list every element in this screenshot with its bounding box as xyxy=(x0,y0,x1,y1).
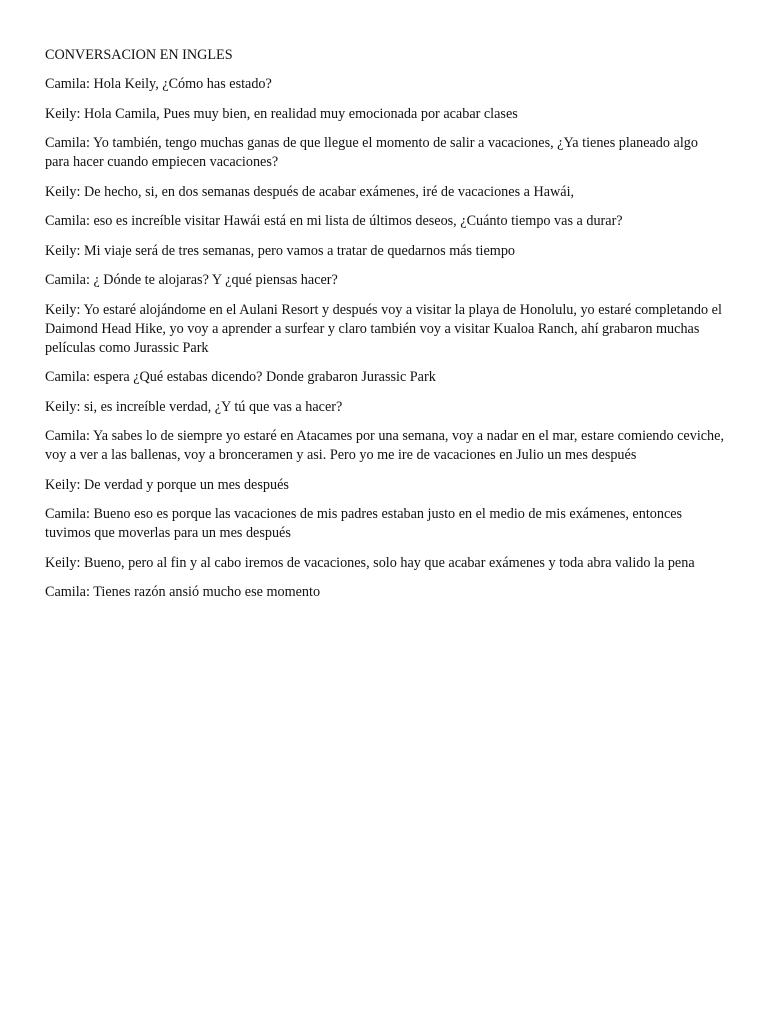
dialogue-line: Camila: Bueno eso es porque las vacaciones de mis padres estaban justo en el medio de mis exámenes, entonces tuvimos que moverlas para un mes después xyxy=(45,506,683,541)
dialogue-line: Camila: Hola Keily, ¿Cómo has estado? xyxy=(45,76,272,92)
dialogue-line: Keily: si, es increíble verdad, ¿Y tú que vas a hacer? xyxy=(45,398,343,415)
dialogue-line: Keily: Yo estaré alojándome en el Aulani Resort y después voy a visitar la playa de Honolulu, yo estaré completando el Daimond Head Hike, yo voy a aprender a surfear y claro también voy a visitar Kualoa Ranch, ahí grabaron muchas películas como Jurassic Park xyxy=(45,301,722,356)
dialogue-line: Camila: ¿ Dónde te alojaras? Y ¿qué piensas hacer? xyxy=(45,272,338,288)
dialogue-line: Camila: eso es increíble visitar Hawái está en mi lista de últimos deseos, ¿Cuánto tiempo vas a durar? xyxy=(45,213,623,229)
dialogue-line: Keily: Hola Camila, Pues muy bien, en realidad muy emocionada por acabar clases xyxy=(45,105,518,122)
dialogue-line: Keily: Bueno, pero al fin y al cabo iremos de vacaciones, solo hay que acabar exámenes y toda abra valido la pena xyxy=(45,554,695,571)
dialogue-line: Camila: espera ¿Qué estabas dicendo? Donde grabaron Jurassic Park xyxy=(45,369,436,385)
dialogue-line: Keily: Mi viaje será de tres semanas, pero vamos a tratar de quedarnos más tiempo xyxy=(45,242,516,259)
dialogue-line: Keily: De hecho, si, en dos semanas después de acabar exámenes, iré de vacaciones a Hawái, xyxy=(45,183,575,200)
document-page xyxy=(45,46,725,613)
document-title: CONVERSACION EN INGLES xyxy=(45,47,233,63)
dialogue-line: Camila: Ya sabes lo de siempre yo estaré en Atacames por una semana, voy a nadar en el mar, estare comiendo ceviche, voy a ver a las ballenas, voy a bronceramen y asi. Pero yo me ire de vacaciones en Julio un mes después xyxy=(45,428,724,463)
dialogue-line: Keily: De verdad y porque un mes después xyxy=(45,476,289,493)
dialogue-line: Camila: Tienes razón ansió mucho ese momento xyxy=(45,584,321,600)
dialogue-line: Camila: Yo también, tengo muchas ganas de que llegue el momento de salir a vacaciones, ¿Ya tienes planeado algo para hacer cuando empiecen vacaciones? xyxy=(45,135,698,170)
